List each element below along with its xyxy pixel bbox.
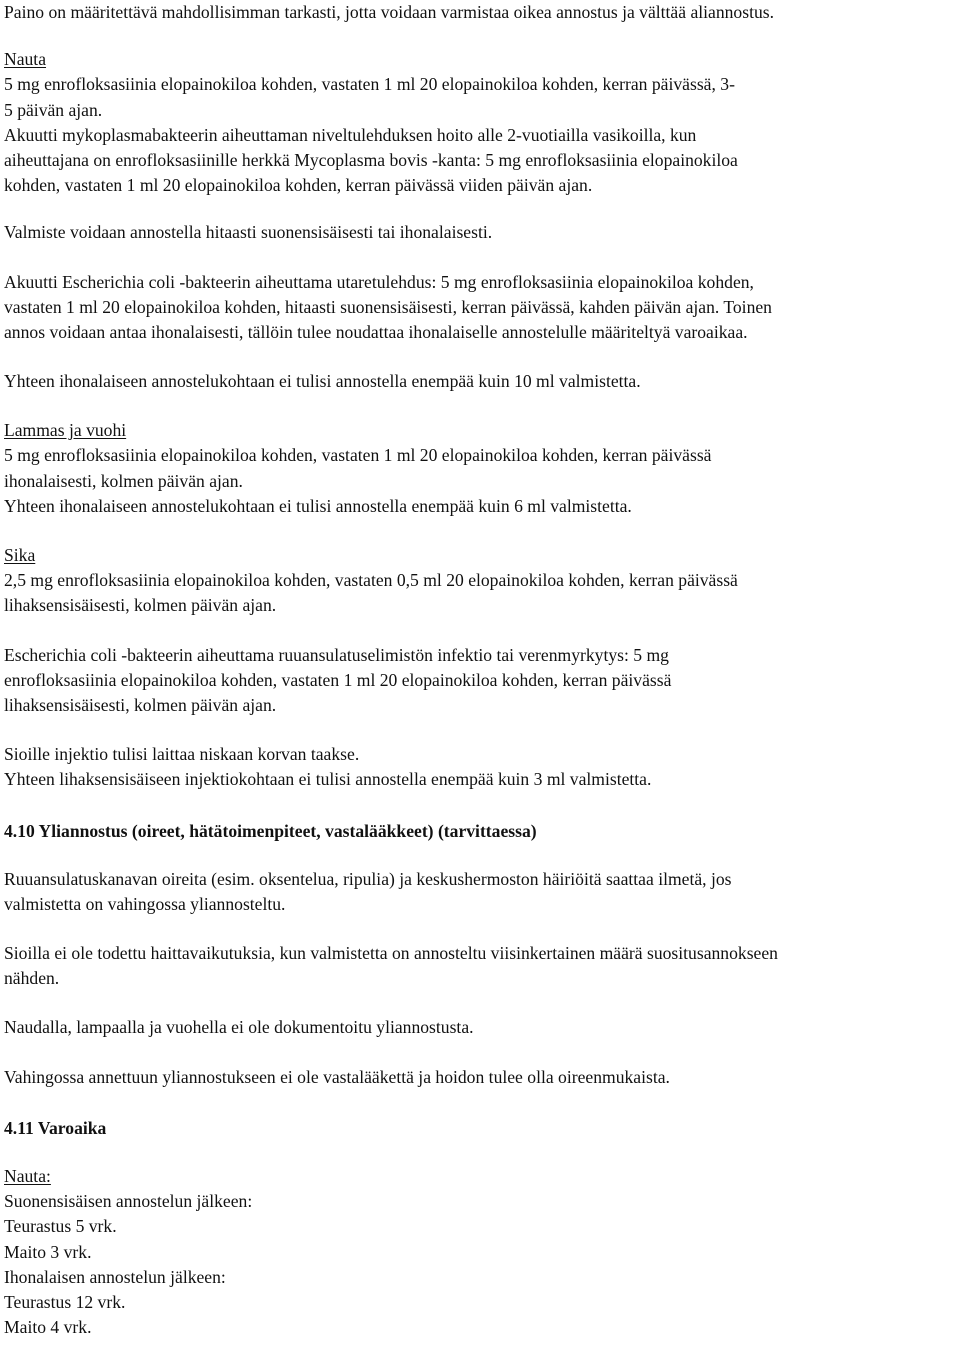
text-line: Akuutti Escherichia coli -bakteerin aiheuttama utaretulehdus: 5 mg enrofloksasiinia elopainokiloa kohden, (4, 271, 754, 292)
lammas-heading: Lammas ja vuohi (4, 420, 127, 441)
nauta-withdrawal-heading: Nauta: (4, 1166, 51, 1186)
text-line: Akuutti mykoplasmabakteerin aiheuttaman niveltulehduksen hoito alle 2-vuotiailla vasikoilla, kun (4, 124, 697, 145)
text-line: ihonalaisesti, kolmen päivän ajan. (4, 470, 243, 491)
sika-heading: Sika (4, 545, 36, 565)
text-line: enrofloksasiinia elopainokiloa kohden, vastaten 1 ml 20 elopainokiloa kohden, kerran päivässä (4, 669, 672, 690)
text-line: Yhteen ihonalaiseen annostelukohtaan ei tulisi annostella enempää kuin 10 ml valmistetta. (4, 371, 641, 392)
section-411 (4, 1116, 956, 1341)
nauta-ecoli-paragraph (4, 270, 956, 346)
text-line: vastaten 1 ml 20 elopainokiloa kohden, hitaasti suonensisäisesti, kerran päivässä, kahden päivän ajan. Toinen (4, 296, 772, 317)
section-410 (4, 819, 956, 1090)
text-line: lihaksensisäisesti, kolmen päivän ajan. (4, 595, 277, 616)
text-line: valmistetta on vahingossa yliannosteltu. (4, 893, 286, 914)
text-line: 2,5 mg enrofloksasiinia elopainokiloa kohden, vastaten 0,5 ml 20 elopainokiloa kohden, kerran päivässä (4, 570, 738, 591)
text-line: aiheuttajana on enrofloksasiinille herkkä Mycoplasma bovis -kanta: 5 mg enrofloksasiinia elopainokiloa (4, 149, 738, 170)
section-411-heading: 4.11 Varoaika (4, 1117, 107, 1138)
text-line: Yhteen ihonalaiseen annostelukohtaan ei tulisi annostella enempää kuin 6 ml valmistetta. (4, 495, 632, 516)
text-line: lihaksensisäisesti, kolmen päivän ajan. (4, 694, 277, 715)
text-line: Suonensisäisen annostelun jälkeen: (4, 1191, 253, 1212)
intro-paragraph (4, 0, 956, 25)
sika-injection-paragraph (4, 742, 956, 792)
text-line: nähden. (4, 968, 60, 989)
text-line: 5 mg enrofloksasiinia elopainokiloa kohden, vastaten 1 ml 20 elopainokiloa kohden, kerran päivässä, 3- (4, 74, 735, 95)
nauta-heading: Nauta (4, 49, 47, 70)
text-line: annos voidaan antaa ihonalaisesti, tällöin tulee noudattaa ihonalaiselle annostelulle määriteltyä varoaikaa. (4, 321, 748, 342)
text-line: Maito 3 vrk. (4, 1241, 92, 1262)
text-line: Escherichia coli -bakteerin aiheuttama ruuansulatuselimistön infektio tai verenmyrkytys: 5 mg (4, 644, 669, 665)
nauta-admin-paragraph (4, 220, 956, 245)
sika-ecoli-paragraph (4, 643, 956, 719)
text-line: Sioilla ei ole todettu haittavaikutuksia, kun valmistetta on annosteltu viisinkertainen määrä suositusannokseen (4, 943, 778, 964)
text-line: Vahingossa annettuun yliannostukseen ei ole vastalääkettä ja hoidon tulee olla oireenmukaista. (4, 1066, 670, 1087)
text-line: Paino on määritettävä mahdollisimman tarkasti, jotta voidaan varmistaa oikea annostus ja välttää aliannostus. (4, 2, 775, 22)
section-410-heading: 4.10 Yliannostus (oireet, hätätoimenpiteet, vastalääkkeet) (tarvittaessa) (4, 820, 537, 841)
document-page (4, 0, 956, 1340)
text-line: kohden, vastaten 1 ml 20 elopainokiloa kohden, kerran päivässä viiden päivän ajan. (4, 175, 593, 196)
sika-section (4, 543, 956, 619)
text-line: Yhteen lihaksensisäiseen injektiokohtaan ei tulisi annostella enempää kuin 3 ml valmistetta. (4, 769, 652, 790)
text-line: 5 päivän ajan. (4, 99, 103, 120)
text-line: Maito 4 vrk. (4, 1317, 92, 1338)
text-line: Teurastus 5 vrk. (4, 1216, 117, 1237)
text-line: Naudalla, lampaalla ja vuohella ei ole dokumentoitu yliannostusta. (4, 1017, 474, 1038)
nauta-dosage-section (4, 47, 956, 198)
text-line: Teurastus 12 vrk. (4, 1291, 126, 1312)
lammas-section (4, 418, 956, 519)
text-line: Valmiste voidaan annostella hitaasti suonensisäisesti tai ihonalaisesti. (4, 222, 493, 243)
text-line: Sioille injektio tulisi laittaa niskaan korvan taakse. (4, 744, 360, 765)
nauta-max-paragraph (4, 369, 956, 394)
text-line: 5 mg enrofloksasiinia elopainokiloa kohden, vastaten 1 ml 20 elopainokiloa kohden, kerran päivässä (4, 445, 712, 466)
text-line: Ihonalaisen annostelun jälkeen: (4, 1266, 226, 1287)
text-line: Ruuansulatuskanavan oireita (esim. oksentelua, ripulia) ja keskushermoston häiriöitä saattaa ilmetä, jos (4, 868, 732, 889)
